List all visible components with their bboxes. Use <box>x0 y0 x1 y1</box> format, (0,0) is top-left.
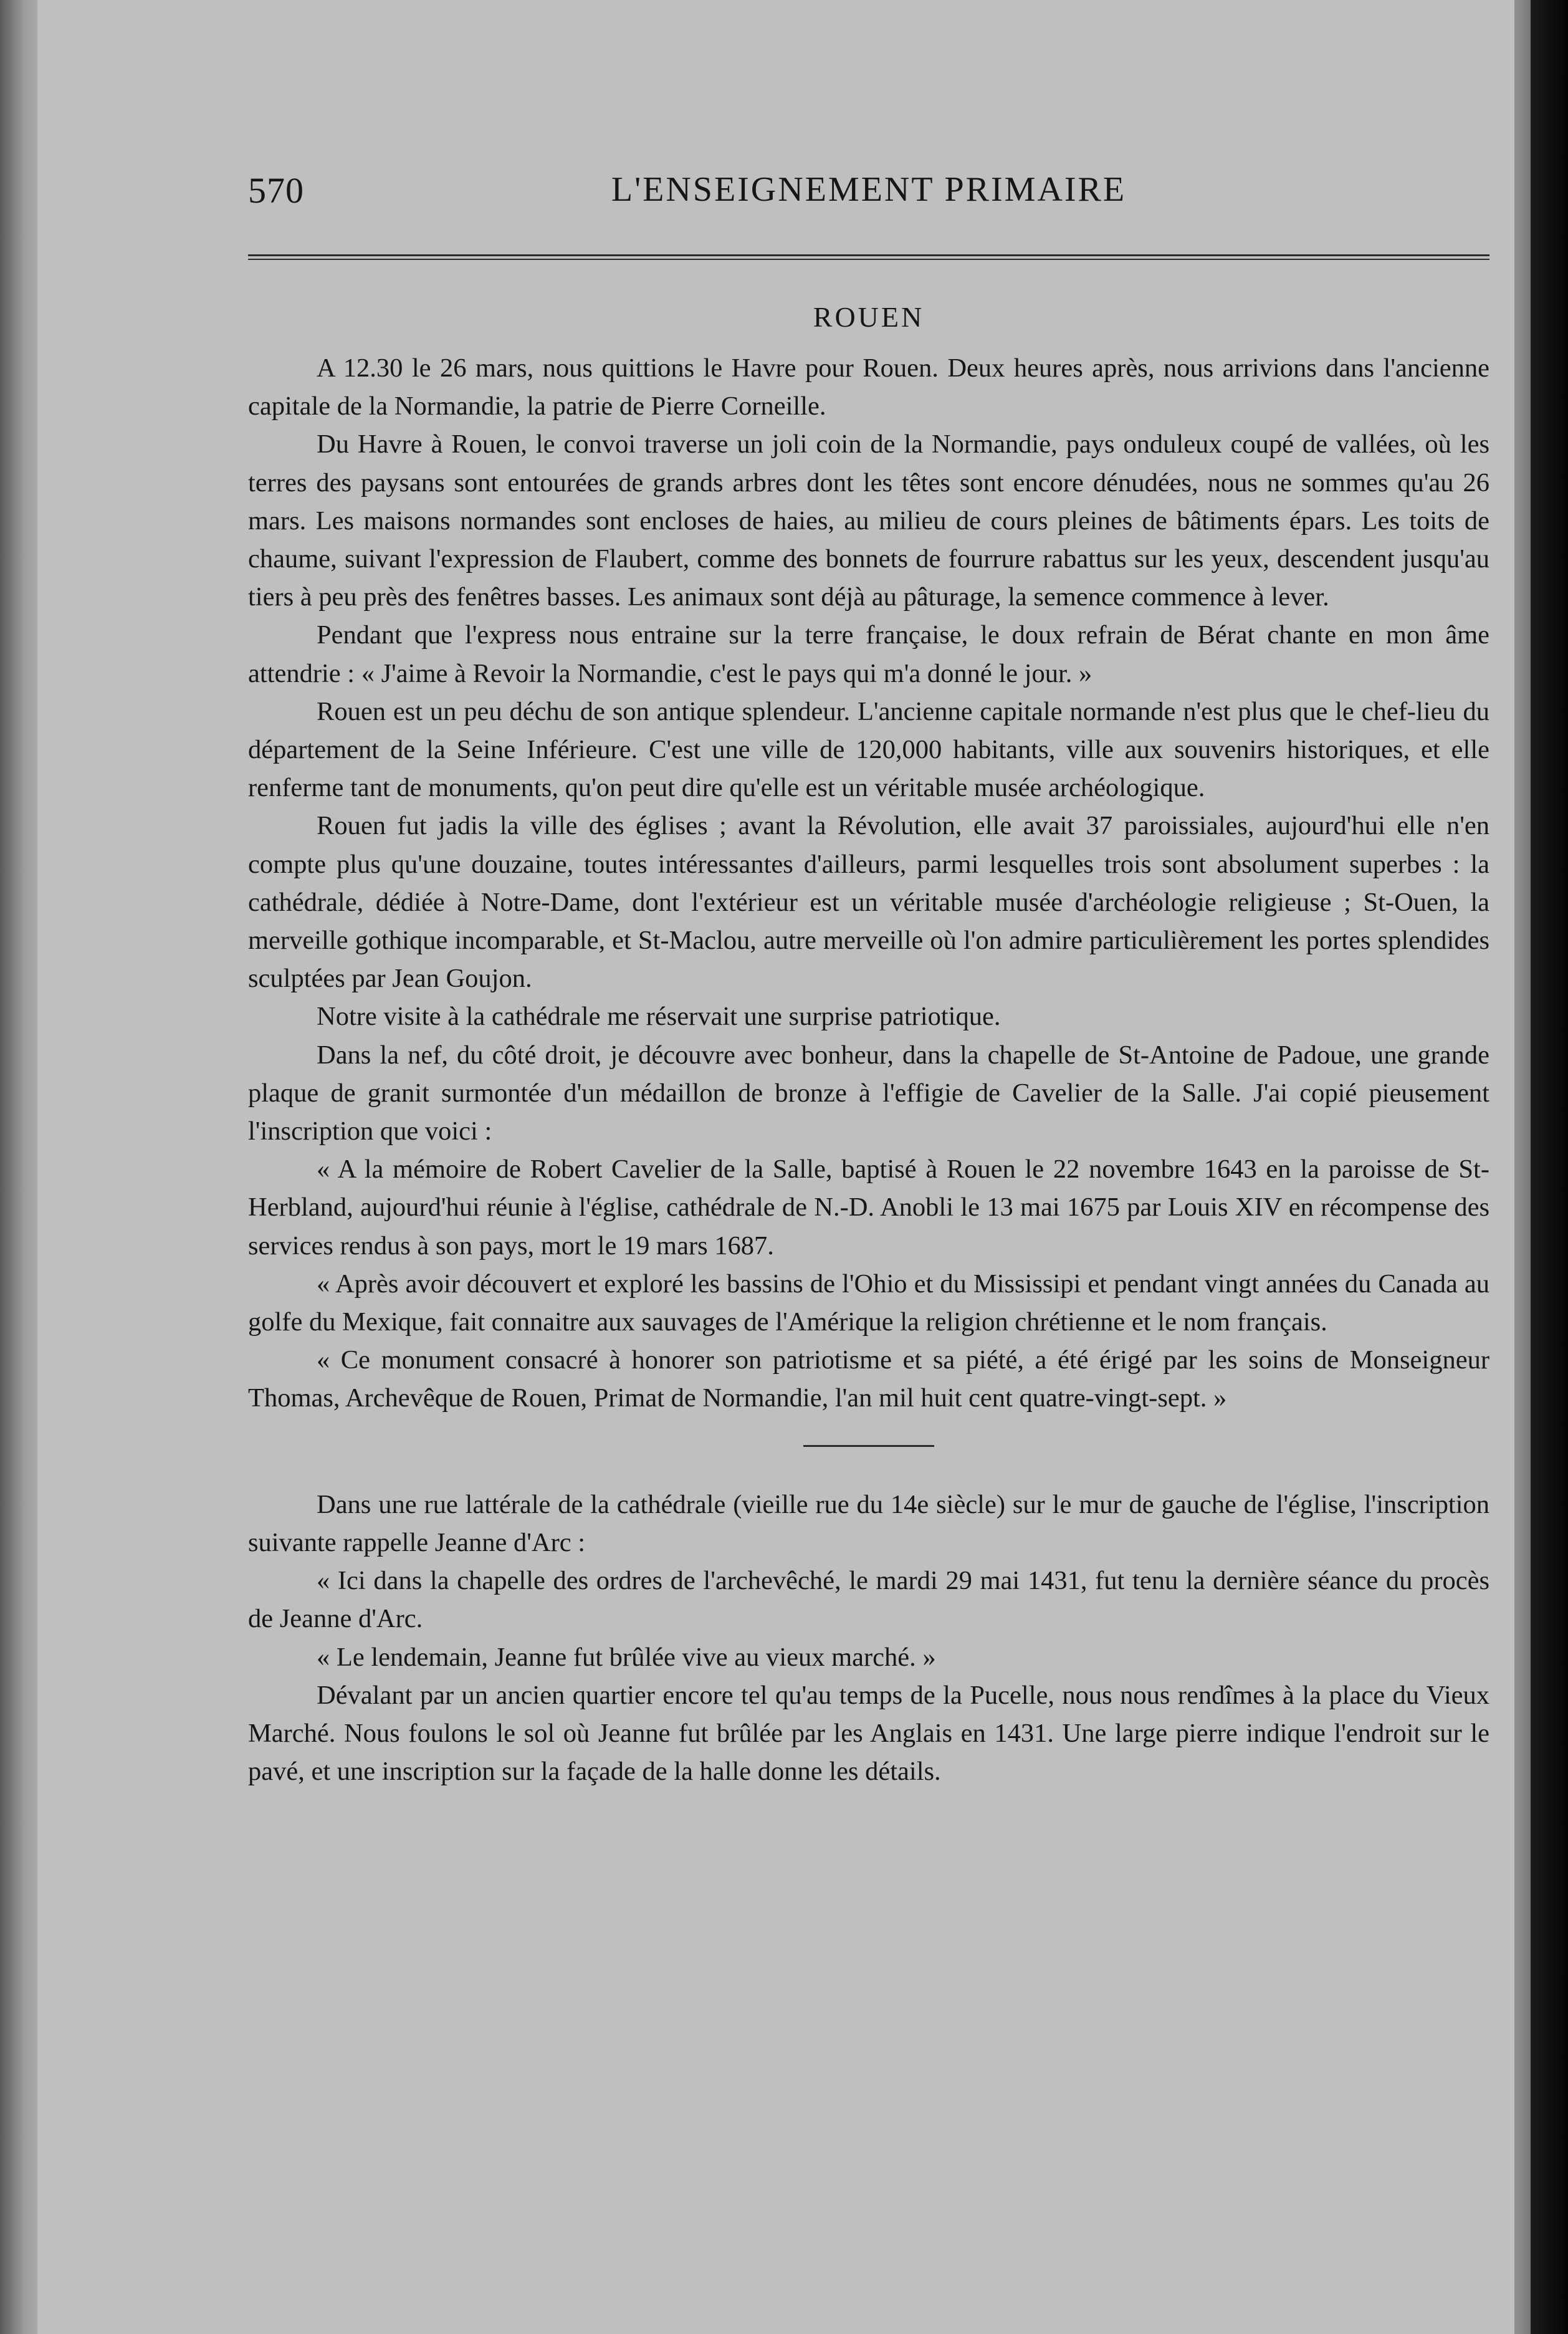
inscription-paragraph: « Après avoir découvert et exploré les bassins de l'Ohio et du Mississipi et pendant vingt années du Canada au golfe du Mexique, fait connaitre aux sauvages de l'Amérique la religion chrétienne et le nom français. <box>248 1269 1489 1337</box>
paragraph: Dans la nef, du côté droit, je découvre avec bonheur, dans la chapelle de St-Antoine de Padoue, une grande plaque de granit surmontée d'un médaillon de bronze à l'effigie de Cavelier de la Salle. J'ai copié pieusement l'inscription que voici : <box>248 1040 1489 1146</box>
book-page <box>37 0 1514 2334</box>
running-title: L'ENSEIGNEMENT PRIMAIRE <box>611 170 1127 209</box>
paragraph: A 12.30 le 26 mars, nous quittions le Havre pour Rouen. Deux heures après, nous arrivions dans l'ancienne capitale de la Normandie, la patrie de Pierre Corneille. <box>248 353 1489 421</box>
book-spine-shadow <box>1531 0 1568 2334</box>
inscription-paragraph: « Ce monument consacré à honorer son patriotisme et sa piété, a été érigé par les soins de Monseigneur Thomas, Archevêque de Rouen, Primat de Normandie, l'an mil huit cent quatre-vingt-sept. » <box>248 1345 1489 1413</box>
paragraph: Dans une rue lattérale de la cathédrale (vieille rue du 14e siècle) sur le mur de gauche de l'église, l'inscription suivante rappelle Jeanne d'Arc : <box>248 1489 1489 1557</box>
article-body <box>248 349 1489 1790</box>
paragraph: Dévalant par un ancien quartier encore tel qu'au temps de la Pucelle, nous nous rendîmes à la place du Vieux Marché. Nous foulons le sol où Jeanne fut brûlée par les Anglais en 1431. Une large pierre indique l'endroit sur le pavé, et une inscription sur la façade de la halle donne les détails. <box>248 1680 1489 1787</box>
paragraph: Pendant que l'express nous entraine sur la terre française, le doux refrain de Bérat chante en mon âme attendrie : « J'aime à Revoir la Normandie, c'est le pays qui m'a donné le jour. » <box>248 620 1489 688</box>
paragraph: Notre visite à la cathédrale me réservait une surprise patriotique. <box>317 1002 1001 1032</box>
page-number: 570 <box>248 170 304 211</box>
section-title: ROUEN <box>813 301 925 333</box>
paragraph: Rouen est un peu déchu de son antique splendeur. L'ancienne capitale normande n'est plus que le chef-lieu du département de la Seine Inférieure. C'est une ville de 120,000 habitants, ville aux souvenirs historiques, et elle renferme tant de monuments, qu'on peut dire qu'elle est un véritable musée archéologique. <box>248 696 1489 803</box>
header-rule <box>248 254 1489 260</box>
running-head <box>248 170 1489 219</box>
inscription-paragraph: « A la mémoire de Robert Cavelier de la Salle, baptisé à Rouen le 22 novembre 1643 en la paroisse de St-Herbland, aujourd'hui réunie à l'église, cathédrale de N.-D. Anobli le 13 mai 1675 par Louis XIV en récompense des services rendus à son pays, mort le 19 mars 1687. <box>248 1155 1489 1261</box>
inscription-paragraph: « Le lendemain, Jeanne fut brûlée vive au vieux marché. » <box>317 1642 936 1672</box>
inscription-paragraph: « Ici dans la chapelle des ordres de l'archevêché, le mardi 29 mai 1431, fut tenu la dernière séance du procès de Jeanne d'Arc. <box>248 1566 1489 1634</box>
paragraph: Rouen fut jadis la ville des églises ; avant la Révolution, elle avait 37 paroissiales, aujourd'hui elle n'en compte plus qu'une douzaine, toutes intéressantes d'ailleurs, parmi lesquelles trois sont absolument superbes : la cathédrale, dédiée à Notre-Dame, dont l'extérieur est un véritable musée d'archéologie religieuse ; St-Ouen, la merveille gothique incomparable, et St-Maclou, autre merveille où l'on admire particulièrement les portes splendides sculptées par Jean Goujon. <box>248 811 1489 994</box>
section-divider <box>803 1445 934 1447</box>
paragraph: Du Havre à Rouen, le convoi traverse un joli coin de la Normandie, pays onduleux coupé de vallées, où les terres des paysans sont entourées de grands arbres dont les têtes sont encore dénudées, nous ne sommes qu'au 26 mars. Les maisons normandes sont encloses de haies, au milieu de cours pleines de bâtiments épars. Les toits de chaume, suivant l'expression de Flaubert, comme des bonnets de fourrure rabattus sur les yeux, descendent jusqu'au tiers à peu près des fenêtres basses. Les animaux sont déjà au pâturage, la semence commence à lever. <box>248 430 1489 612</box>
